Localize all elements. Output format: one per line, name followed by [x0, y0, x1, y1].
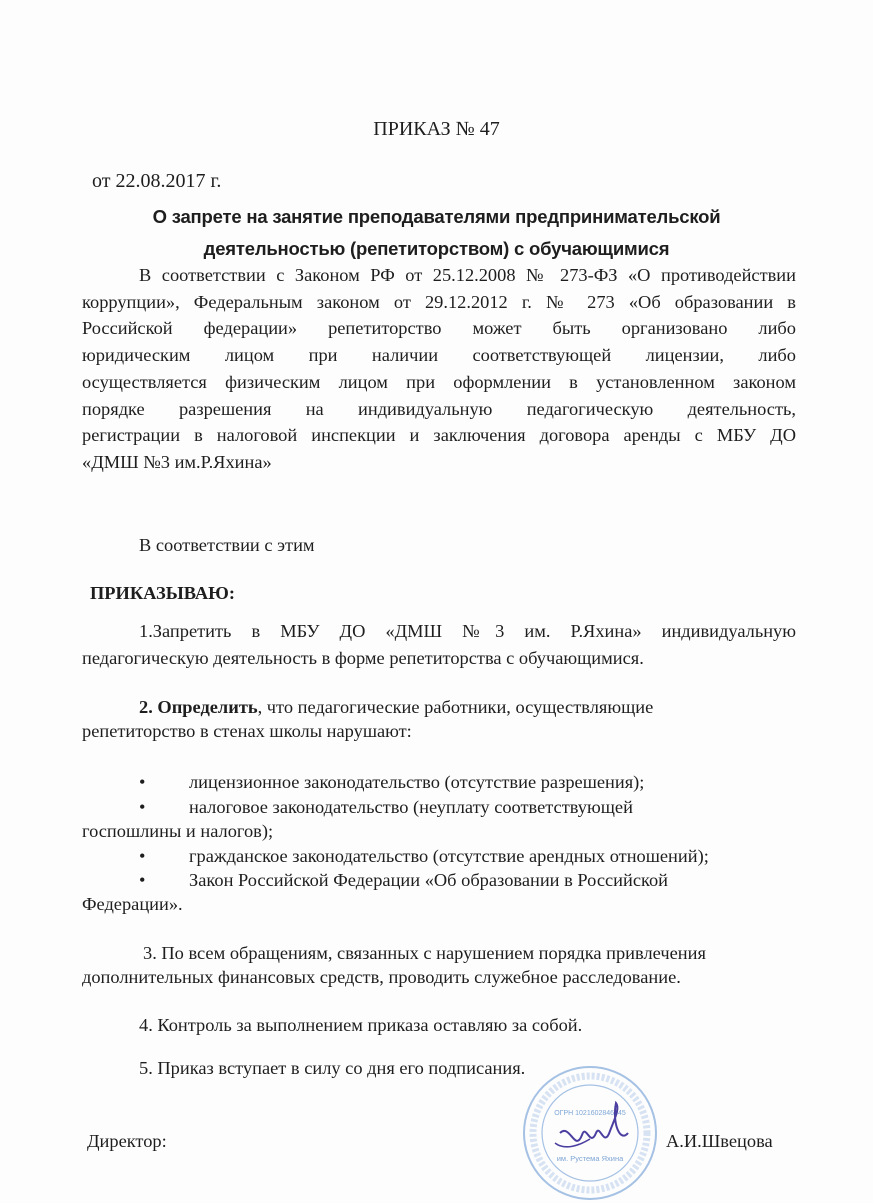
item-3-line-1: 3. По всем обращениям, связанных с нарушением порядка привлечения: [143, 943, 706, 963]
document-subject-line-1: О запрете на занятие преподавателями предпринимательской: [152, 206, 721, 227]
stamp-ogrn: ОГРН 1021602846945: [554, 1110, 626, 1117]
document-date: от 22.08.2017 г.: [92, 170, 222, 192]
document-title: ПРИКАЗ № 47: [373, 118, 500, 140]
official-stamp: [520, 1063, 660, 1203]
preamble-line: коррупции», Федеральным законом от 29.12.2012 г. № 273 «Об образовании в: [82, 291, 796, 312]
bullet-icon: •: [139, 797, 146, 817]
item-1-line-1: 1.Запретить в МБУ ДО «ДМШ №3 им. Р.Яхина» индивидуальную: [139, 621, 796, 641]
item-2-bold: 2. Определить: [139, 697, 258, 717]
violation-continuation: Федерации».: [82, 894, 183, 914]
item-3-line-2: дополнительных финансовых средств, проводить служебное расследование.: [82, 967, 681, 987]
preamble-line: порядке разрешения на индивидуальную педагогическую деятельность,: [82, 398, 796, 419]
preamble-line: осуществляется физическим лицом при оформлении в установленном законом: [82, 371, 796, 392]
item-4: 4. Контроль за выполнением приказа оставляю за собой.: [139, 1015, 583, 1035]
violation-continuation: госпошлины и налогов);: [82, 821, 274, 841]
preamble-line: регистрации в налоговой инспекции и заключения договора аренды с МБУ ДО: [82, 425, 796, 446]
item-2-rest: , что педагогические работники, осуществляющие: [257, 697, 654, 717]
preamble-line: юридическим лицом при наличии соответствующей лицензии, либо: [82, 345, 796, 366]
violation-text: Закон Российской Федерации «Об образовании в Российской: [189, 870, 669, 890]
preamble-line: Российской федерации» репетиторство может быть организовано либо: [82, 318, 796, 339]
preamble-paragraph: [82, 262, 796, 476]
item-5: 5. Приказ вступает в силу со дня его подписания.: [139, 1058, 526, 1078]
consequently-text: В соответствии с этим: [139, 535, 315, 555]
signatory-name: А.И.Швецова: [666, 1131, 773, 1151]
bullet-icon: •: [139, 772, 146, 792]
item-1: [82, 618, 796, 671]
bullet-icon: •: [139, 846, 146, 866]
violation-text: налоговое законодательство (неуплату соответствующей: [189, 797, 633, 817]
item-2-line-2: репетиторство в стенах школы нарушают:: [82, 721, 412, 741]
bullet-icon: •: [139, 870, 146, 890]
signature-position: Директор:: [87, 1131, 167, 1151]
preamble-line: В соответствии с Законом РФ от 25.12.2008 № 273-ФЗ «О противодействии: [139, 265, 796, 285]
violation-text: гражданское законодательство (отсутствие арендных отношений);: [189, 846, 709, 866]
preamble-line: «ДМШ №3 им.Р.Яхина»: [82, 451, 272, 472]
item-1-line-2: педагогическую деятельность в форме репетиторства с обучающимися.: [82, 647, 644, 668]
item-2-line-1: [139, 697, 653, 718]
document-subject-line-2: деятельностью (репетиторством) с обучающимися: [203, 238, 670, 259]
order-word: ПРИКАЗЫВАЮ:: [90, 583, 235, 603]
signature-scribble: [560, 1103, 628, 1141]
violation-text: лицензионное законодательство (отсутствие разрешения);: [189, 772, 645, 792]
stamp-name: им. Рустема Яхина: [556, 1154, 624, 1163]
